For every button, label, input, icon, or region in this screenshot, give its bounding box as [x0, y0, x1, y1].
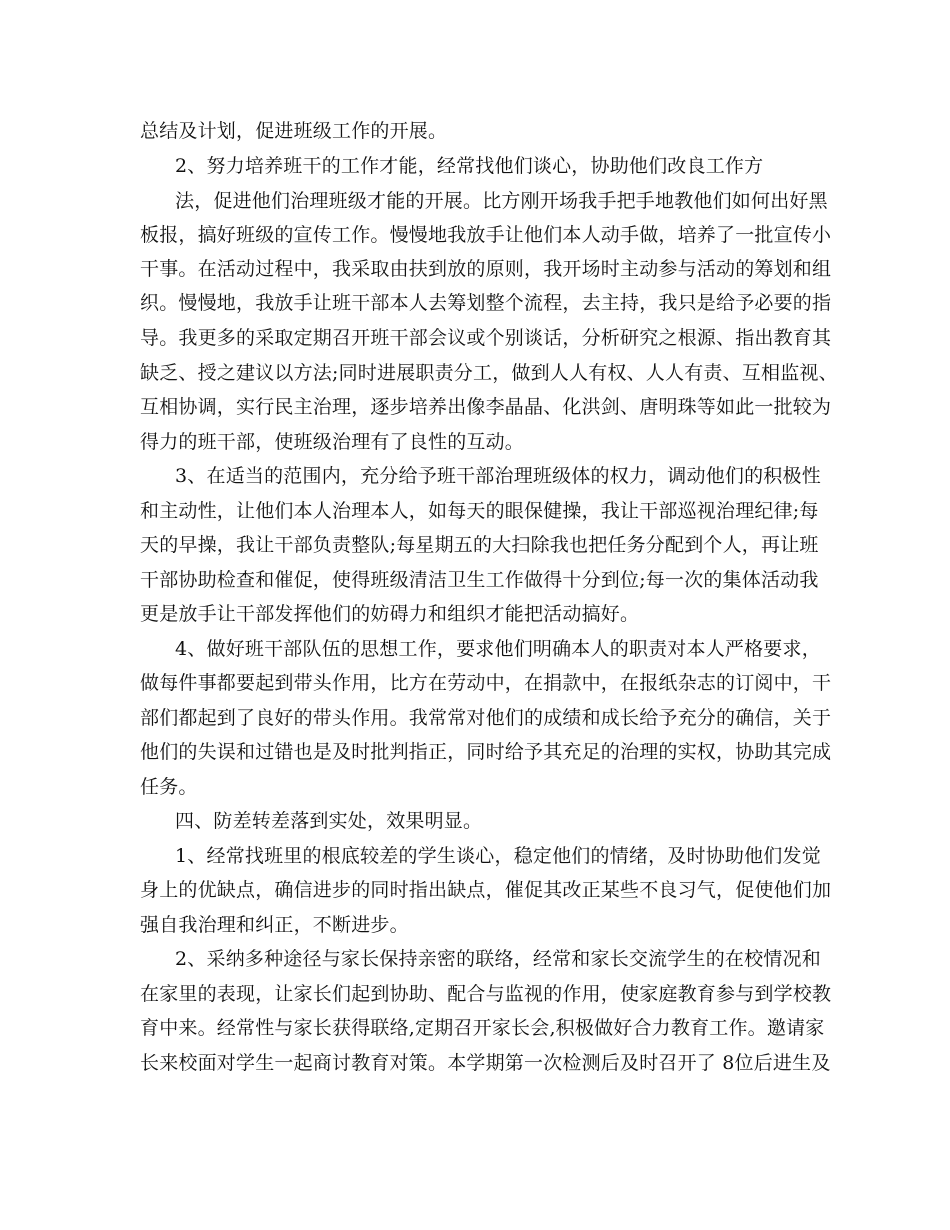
text-line: 4、做好班干部队伍的思想工作，要求他们明确本人的职责对本人严格要求， [175, 638, 821, 660]
text-line: 天的早操，我让干部负责整队;每星期五的大扫除我也把任务分配到个人，再让班 [140, 534, 819, 556]
text-line: 在家里的表现，让家长们起到协助、配合与监视的作用，使家庭教育参与到学校教 [140, 983, 832, 1005]
text-line: 2、努力培养班干的工作才能，经常找他们谈心，协助他们改良工作方 [175, 155, 764, 177]
text-line: 干部协助检查和催促，使得班级清洁卫生工作做得十分到位;每一次的集体活动我 [140, 569, 819, 591]
text-line: 导。我更多的采取定期召开班干部会议或个别谈话，分析研究之根源、指出教育其 [140, 327, 832, 349]
text-line: 总结及计划，促进班级工作的开展。 [140, 120, 448, 142]
text-line: 板报，搞好班级的宣传工作。慢慢地我放手让他们本人动手做，培养了一批宣传小 [140, 224, 832, 246]
text-line: 长来校面对学生一起商讨教育对策。本学期第一次检测后及时召开了 8位后进生及 [140, 1052, 831, 1074]
text-line: 3、在适当的范围内，充分给予班干部治理班级体的权力，调动他们的积极性 [175, 465, 821, 487]
text-line: 得力的班干部，使班级治理有了良性的互动。 [140, 431, 525, 453]
text-line: 强自我治理和纠正，不断进步。 [140, 914, 409, 936]
text-line: 缺乏、授之建议以方法;同时进展职责分工，做到人人有权、人人有责、互相监视、 [140, 362, 838, 384]
text-line: 任务。 [140, 776, 198, 798]
text-line: 1、经常找班里的根底较差的学生谈心，稳定他们的情绪，及时协助他们发觉 [175, 845, 821, 867]
text-line: 做每件事都要起到带头作用，比方在劳动中，在捐款中，在报纸杂志的订阅中，干 [140, 672, 832, 694]
text-line: 部们都起到了良好的带头作用。我常常对他们的成绩和成长给予充分的确信，关于 [140, 707, 832, 729]
text-line: 织。慢慢地，我放手让班干部本人去筹划整个流程，去主持，我只是给予必要的指 [140, 292, 832, 314]
text-line: 更是放手让干部发挥他们的妨碍力和组织才能把活动搞好。 [140, 603, 640, 625]
text-line: 干事。在活动过程中，我采取由扶到放的原则，我开场时主动参与活动的筹划和组 [140, 258, 832, 280]
section-heading: 四、防差转差落到实处，效果明显。 [175, 810, 483, 832]
text-line: 育中来。经常性与家长获得联络,定期召开家长会,积极做好合力教育工作。邀请家 [140, 1017, 825, 1039]
text-line: 和主动性，让他们本人治理本人，如每天的眼保健操，我让干部巡视治理纪律;每 [140, 500, 819, 522]
text-line: 法，促进他们治理班级才能的开展。比方刚开场我手把手地教他们如何出好黑 [175, 190, 828, 212]
text-line: 2、采纳多种途径与家长保持亲密的联络，经常和家长交流学生的在校情况和 [175, 948, 821, 970]
text-line: 互相协调，实行民主治理，逐步培养出像李晶晶、化洪剑、唐明珠等如此一批较为 [140, 396, 832, 418]
text-line: 身上的优缺点，确信进步的同时指出缺点，催促其改正某些不良习气，促使他们加 [140, 879, 832, 901]
text-line: 他们的失误和过错也是及时批判指正，同时给予其充足的治理的实权，协助其完成 [140, 741, 832, 763]
